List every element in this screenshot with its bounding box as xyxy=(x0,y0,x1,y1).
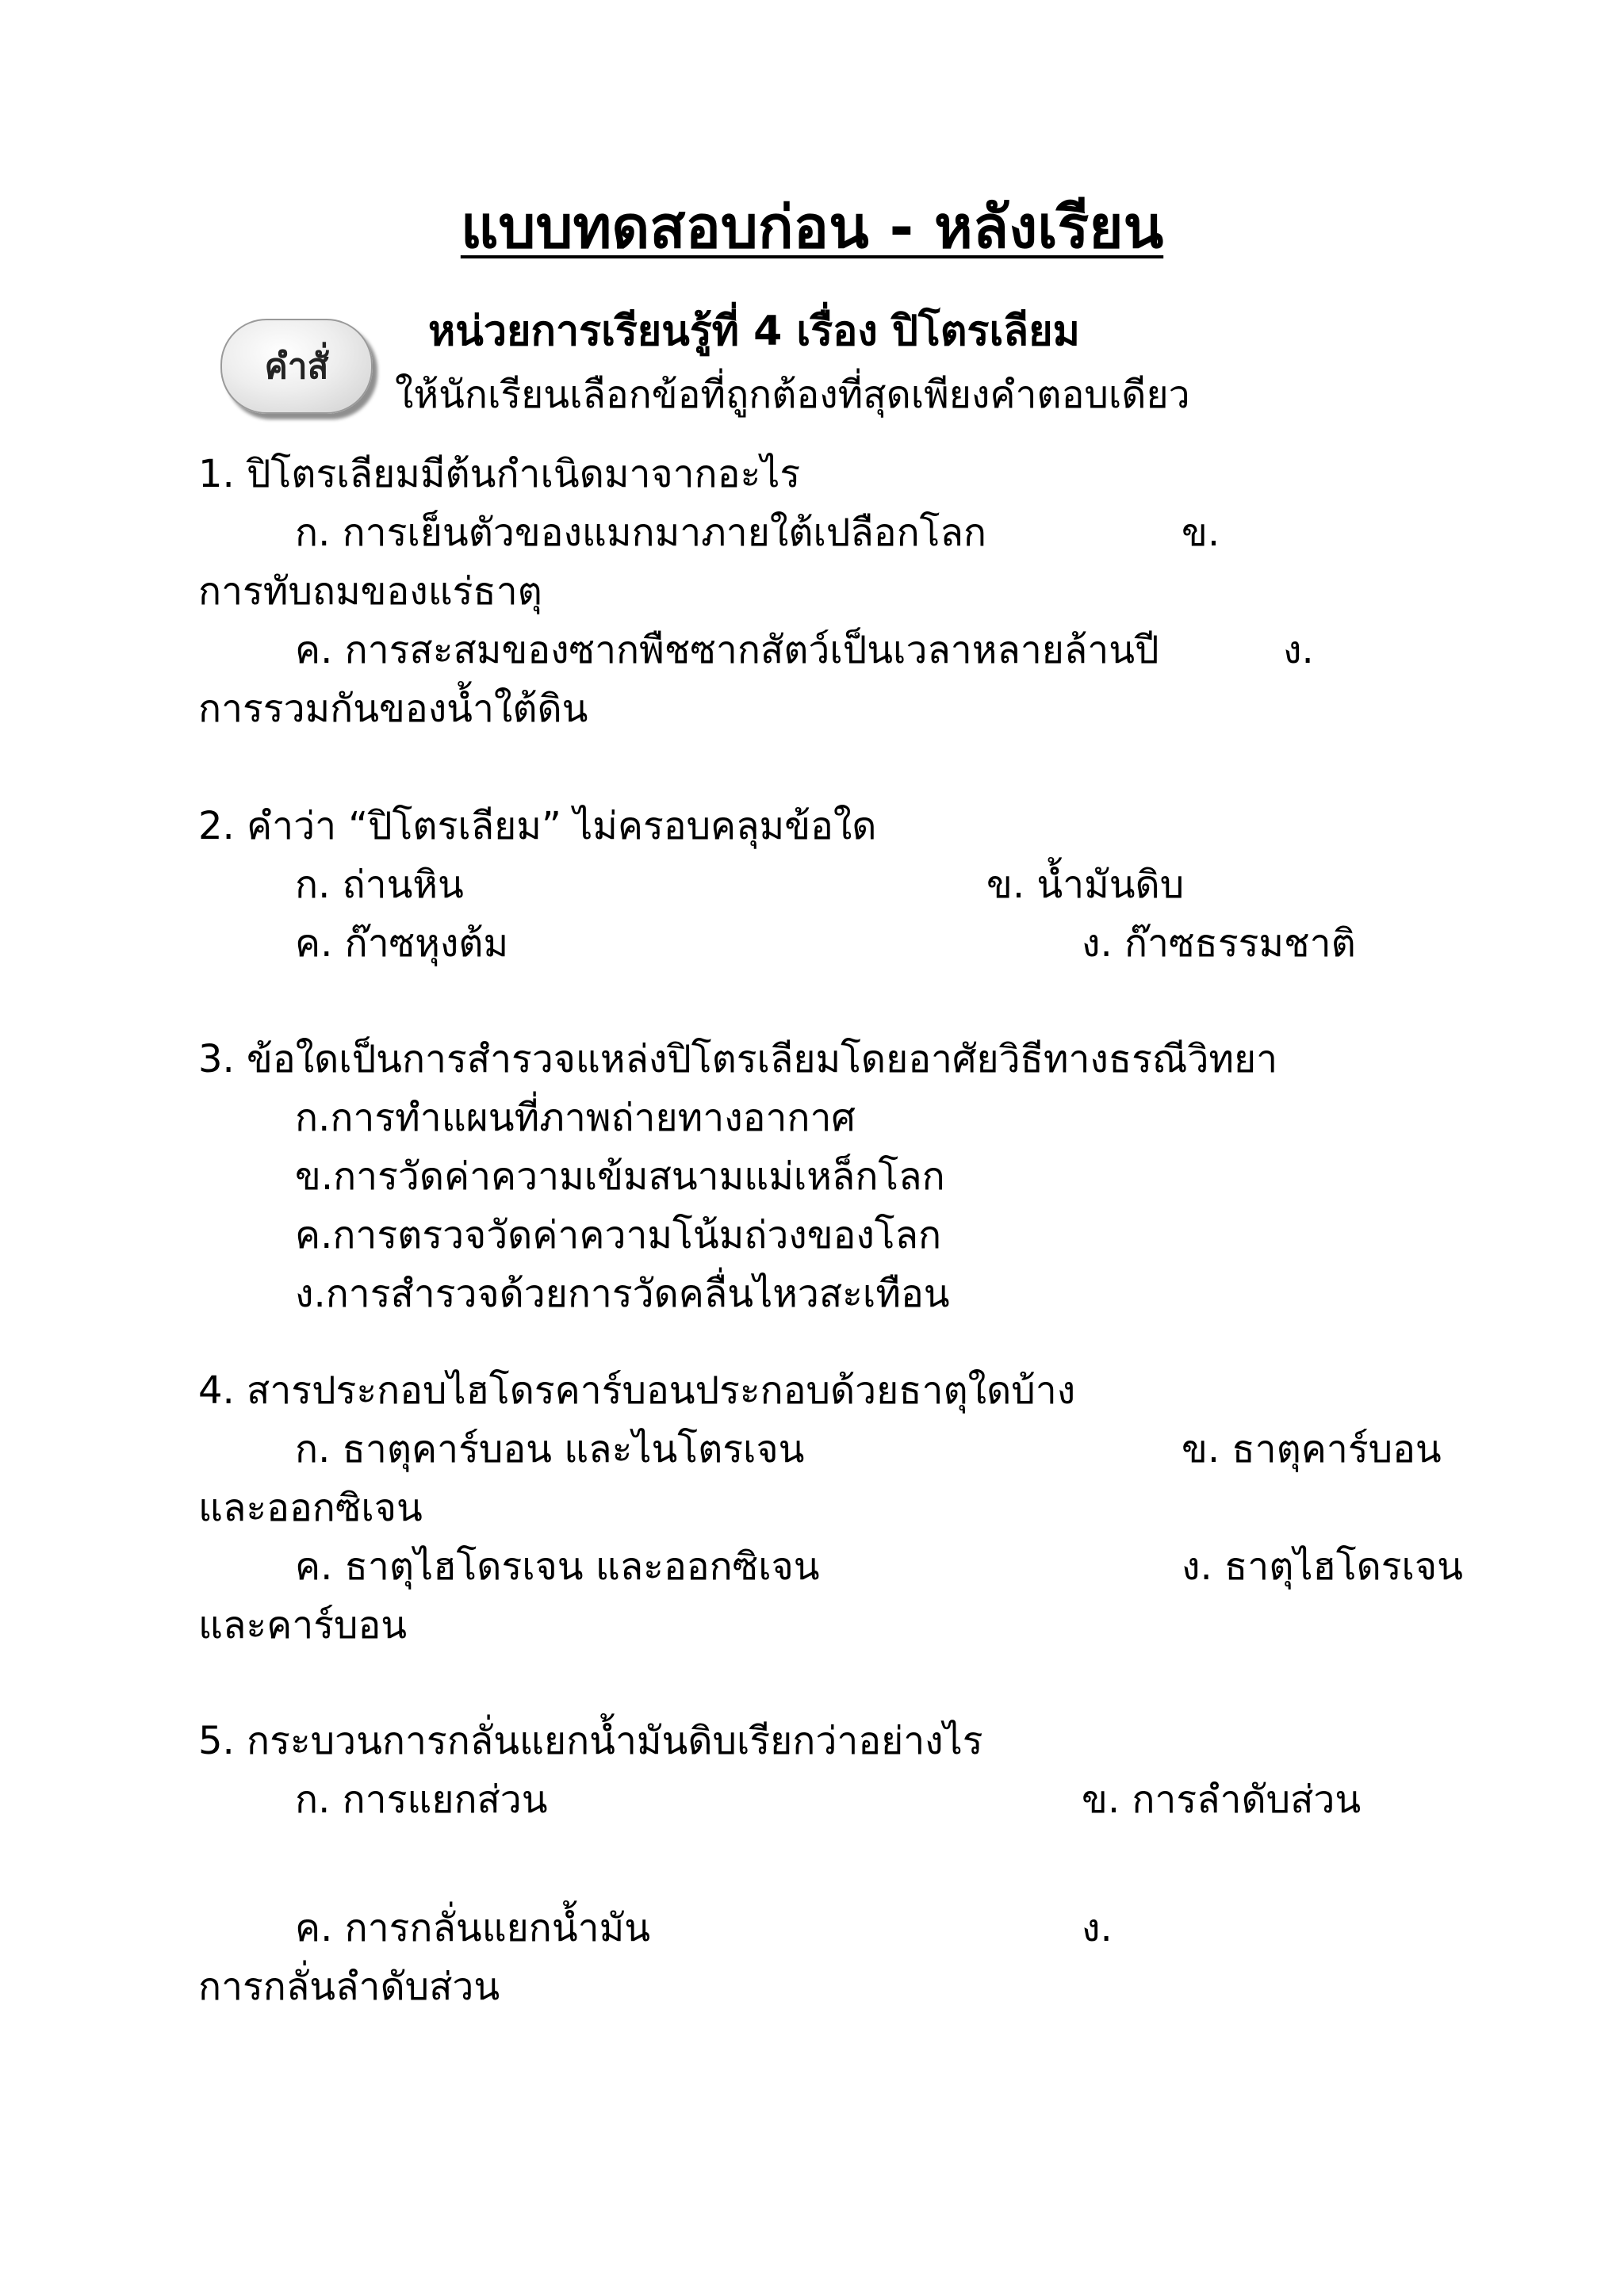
q2-option-c: ค. ก๊าซหุงต้ม xyxy=(295,921,509,966)
q4-option-d-text: และคาร์บอน xyxy=(198,1603,408,1647)
q1-option-b-prefix: ข. xyxy=(1182,511,1220,555)
q1-option-b-text: การทับถมของแร่ธาตุ xyxy=(198,569,542,614)
question-4: 4. สารประกอบไฮโดรคาร์บอนประกอบด้วยธาตุใดบ้าง xyxy=(198,1368,1076,1413)
q1-option-c: ค. การสะสมของซากพืชซากสัตว์เป็นเวลาหลายล้านปี xyxy=(295,628,1159,672)
q5-option-d-prefix: ง. xyxy=(1082,1906,1113,1950)
instruction-text: ให้นักเรียนเลือกข้อที่ถูกต้องที่สุดเพียงคำตอบเดียว xyxy=(395,373,1190,417)
q3-option-d: ง.การสำรวจด้วยการวัดคลื่นไหวสะเทือน xyxy=(295,1272,950,1316)
q2-option-d: ง. ก๊าซธรรมชาติ xyxy=(1082,921,1356,966)
q4-option-c: ค. ธาตุไฮโดรเจน และออกซิเจน xyxy=(295,1544,820,1589)
q4-option-b-prefix: ข. ธาตุคาร์บอน xyxy=(1182,1427,1442,1471)
question-3: 3. ข้อใดเป็นการสำรวจแหล่งปิโตรเลียมโดยอาศัยวิธีทางธรณีวิทยา xyxy=(198,1037,1278,1081)
q5-option-a: ก. การแยกส่วน xyxy=(295,1777,548,1822)
instruction-badge-label: คำสั่ xyxy=(264,346,329,387)
page-title: แบบทดสอบก่อน - หลังเรียน xyxy=(460,193,1164,262)
q2-option-a: ก. ถ่านหิน xyxy=(295,863,464,907)
q3-option-b: ข.การวัดค่าความเข้มสนามแม่เหล็กโลก xyxy=(295,1154,945,1199)
instruction-badge xyxy=(220,319,373,414)
question-1: 1. ปิโตรเลียมมีต้นกำเนิดมาจากอะไร xyxy=(198,452,801,496)
q3-option-a: ก.การทำแผนที่ภาพถ่ายทางอากาศ xyxy=(295,1096,856,1140)
q5-option-b: ข. การลำดับส่วน xyxy=(1082,1777,1362,1822)
q4-option-b-text: และออกซิเจน xyxy=(198,1486,423,1530)
q5-option-d-text: การกลั่นลำดับส่วน xyxy=(198,1965,500,2009)
question-5: 5. กระบวนการกลั่นแยกน้ำมันดิบเรียกว่าอย่างไร xyxy=(198,1719,983,1763)
q4-option-d-prefix: ง. ธาตุไฮโดรเจน xyxy=(1182,1544,1463,1589)
q1-option-a: ก. การเย็นตัวของแมกมาภายใต้เปลือกโลก xyxy=(295,511,986,555)
q2-option-b: ข. น้ำมันดิบ xyxy=(986,863,1185,907)
q4-option-a: ก. ธาตุคาร์บอน และไนโตรเจน xyxy=(295,1427,805,1471)
q3-option-c: ค.การตรวจวัดค่าความโน้มถ่วงของโลก xyxy=(295,1213,942,1257)
q1-option-d-prefix: ง. xyxy=(1283,628,1314,672)
q1-option-d-text: การรวมกันของน้ำใต้ดิน xyxy=(198,687,588,731)
unit-heading: หน่วยการเรียนรู้ที่ 4 เรื่อง ปิโตรเลียม xyxy=(428,308,1080,355)
q5-option-c: ค. การกลั่นแยกน้ำมัน xyxy=(295,1906,651,1950)
question-2: 2. คำว่า “ปิโตรเลียม” ไม่ครอบคลุมข้อใด xyxy=(198,804,877,848)
